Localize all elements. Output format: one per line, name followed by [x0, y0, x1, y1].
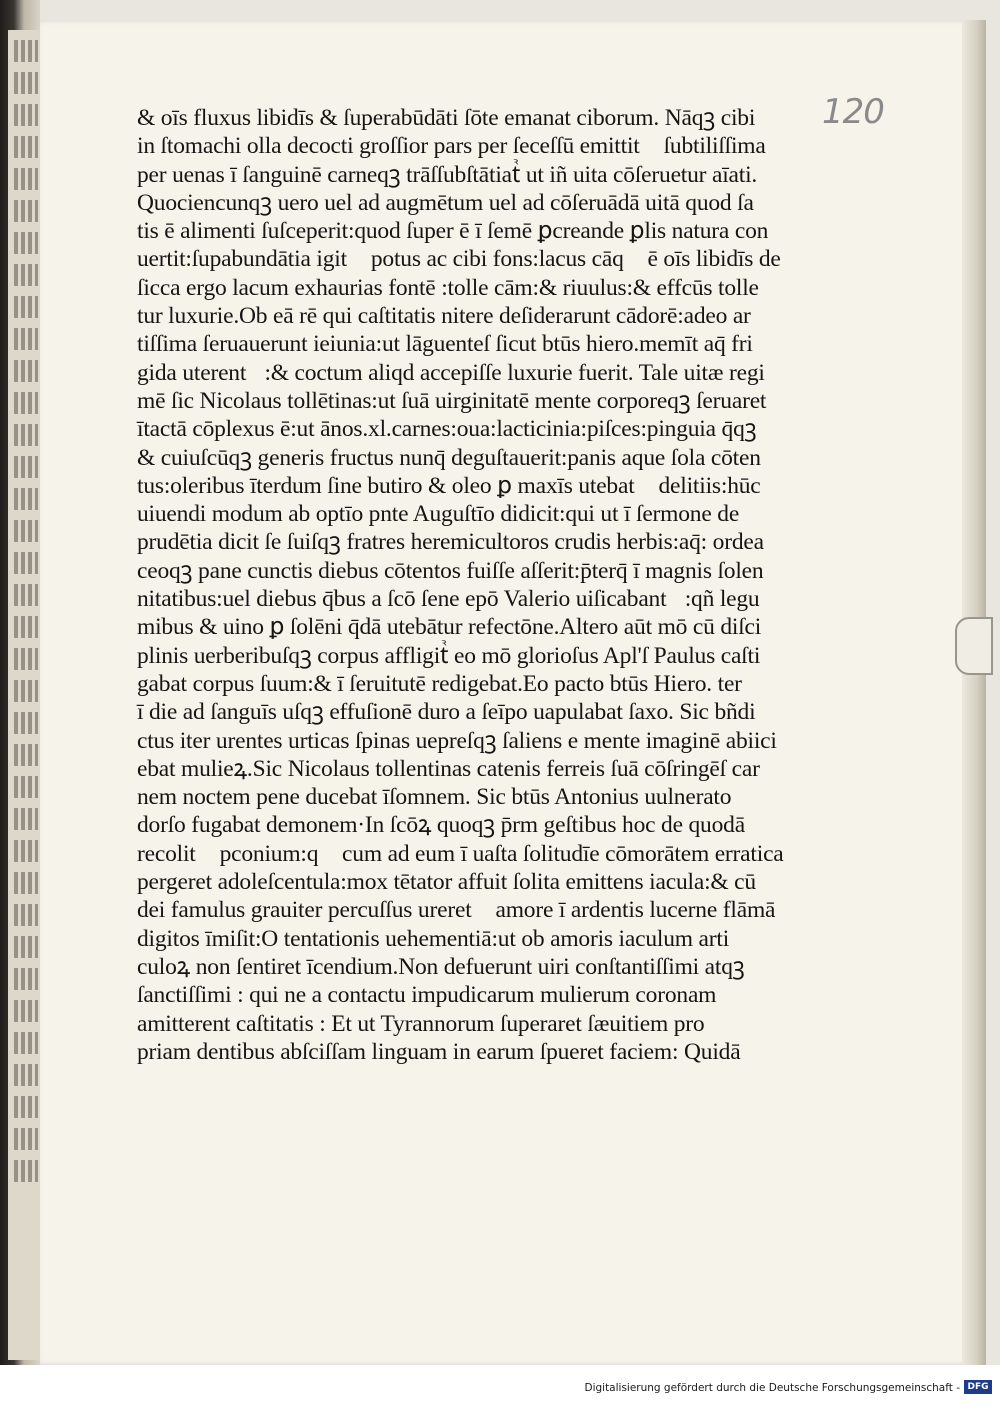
text-line: ſicca ergo lacum exhaurias fontē :tolle cām:& riuulus:& effcūs tolle — [137, 274, 759, 301]
footer-credit: Digitalisierung gefördert durch die Deutsche Forschungsgemeinschaft - — [584, 1382, 960, 1394]
text-line: uertit:ſupabundātia igitᷣ potus ac cibi fons:lacus cāqꝫ ē oīs libidīs de — [137, 246, 781, 273]
text-line: tis ē alimenti ſuſceperit:quod ſuper ē ī ſemē ꝑcreande ꝑlis natura con — [137, 218, 769, 245]
text-block — [137, 104, 837, 1066]
text-line: dorſo fugabat demonem·In ſcōꝝ quoqꝫ p̄rm geſtibus hoc de quodā — [137, 812, 745, 839]
text-line: mibus & uino ꝑ ſolēni q̄dā utebātur refectōne.Altero aūt mō cū diſci — [137, 614, 762, 641]
text-line: ītactā cōplexus ē:ut ānos.xl.carnes:oua:lacticinia:piſces:pinguia q̄qꝫ — [137, 416, 757, 443]
text-line: in ſtomachi olla decocti groſſior pars per ſeceſſū emittitᷣ ſubtiliſſima — [137, 133, 766, 160]
text-line: priam dentibus abſciſſam linguam in earum ſpueret faciem: Quidā — [137, 1038, 741, 1065]
text-line: ſanctiſſimi : qui ne a contactu impudicarum mulierum coronam — [137, 982, 717, 1009]
text-line: ctus iter urentes urticas ſpinas uepreſqꝫ ſaliens e mente imaginē abiici — [137, 727, 777, 754]
text-line: nitatibus:uel diebus q̄bus a ſcō ſene epō Valerio uiſicabantᷣ:qñ legu — [137, 586, 760, 613]
text-line: uiuendi modum ab optīo pnte Auguſtīo didicit:qui ut ī ſermone de — [137, 501, 740, 528]
clasp-tab — [955, 617, 993, 675]
text-line: & cuiuſcūqꝫ generis fructus nunq̄ deguſtauerit:panis aque ſola cōten — [137, 444, 761, 471]
text-line: tiſſima ſeruauerunt ieiunia:ut lāguenteſ ſicut btūs hiero.memīt aq̄ fri — [137, 331, 753, 358]
text-line: & oīs fluxus libidīs & ſuperabūdāti ſōte emanat ciborum. Nāqꝫ cibi — [137, 105, 756, 131]
folio-number: 120 — [822, 92, 884, 132]
text-line: ceoqꝫ pane cunctis diebus cōtentos fuiſſe aſſerit:p̄terq̄ ī magnis ſolen — [137, 557, 764, 584]
text-line: per uenas ī ſanguinē carneqꝫ trāſſubſtātiatᷣ ut iñ uita cōſeruetur aīati. — [137, 161, 758, 188]
text-line: ī die ad ſanguīs uſqꝫ effuſionē duro a ſeīpo uapulabat ſaxo. Sic bñdi — [137, 699, 756, 726]
text-line: prudētia dicit ſe ſuiſqꝫ fratres heremicultoros crudis herbis:aq̄: ordea — [137, 529, 764, 556]
text-line: nem noctem pene ducebat īſomnem. Sic btūs Antonius uulnerato — [137, 784, 732, 811]
text-line: tur luxurie.Ob eā rē qui caſtitatis nitere deſiderarunt cādorē:adeo ar — [137, 303, 751, 330]
text-line: Quociencunqꝫ uero uel ad augmētum uel ad cōſeruādā uitā quod ſa — [137, 189, 754, 216]
text-line: dei famulus grauiter percuſſus ureretᷣ amore ī ardentis lucerne flāmā — [137, 897, 776, 924]
text-line: recolitᷣ pconium:qꝫ cum ad eum ī uaſta ſolitudīe cōmorātem erratica — [137, 840, 784, 867]
text-line: amitterent caſtitatis : Et ut Tyrannorum ſuperaret ſæuitiem pro — [137, 1010, 705, 1037]
footer-bar — [0, 1365, 1000, 1409]
page-edge — [962, 20, 986, 1365]
text-line: culoꝝ non ſentiret īcendium.Non defuerunt uiri conſtantiſſimi atqꝫ — [137, 953, 745, 980]
text-line: digitos īmiſit:O tentationis uehementiā:ut ob amoris iaculum arti — [137, 925, 730, 952]
facing-page-strip — [8, 30, 42, 1360]
text-line: tus:oleribus īterdum ſine butiro & oleo ꝑ maxīs utebatᷣ delitiis:hūc — [137, 472, 761, 499]
text-line: gida uterentᷣ:& coctum aliqd accepiſſe luxurie fuerit. Tale uitæ regi — [137, 359, 765, 386]
text-line: mē ſic Nicolaus tollētinas:ut ſuā uirginitatē mente corporeqꝫ ſeruaret — [137, 387, 767, 414]
text-line: pergeret adoleſcentula:mox tētator affuit ſolita emittens iacula:& cū — [137, 869, 756, 896]
text-line: ebat mulieꝝ.Sic Nicolaus tollentinas catenis ferreis ſuā cōſringēſ car — [137, 755, 760, 782]
text-line: gabat corpus ſuum:& ī ſeruitutē redigebat.Eo pacto btūs Hiero. ter — [137, 670, 742, 697]
dfg-logo: DFG — [964, 1380, 992, 1394]
text-line: plinis uerberibuſqꝫ corpus affligitᷣ eo mō glorioſus Apl'ſ Paulus caſti — [137, 642, 761, 669]
